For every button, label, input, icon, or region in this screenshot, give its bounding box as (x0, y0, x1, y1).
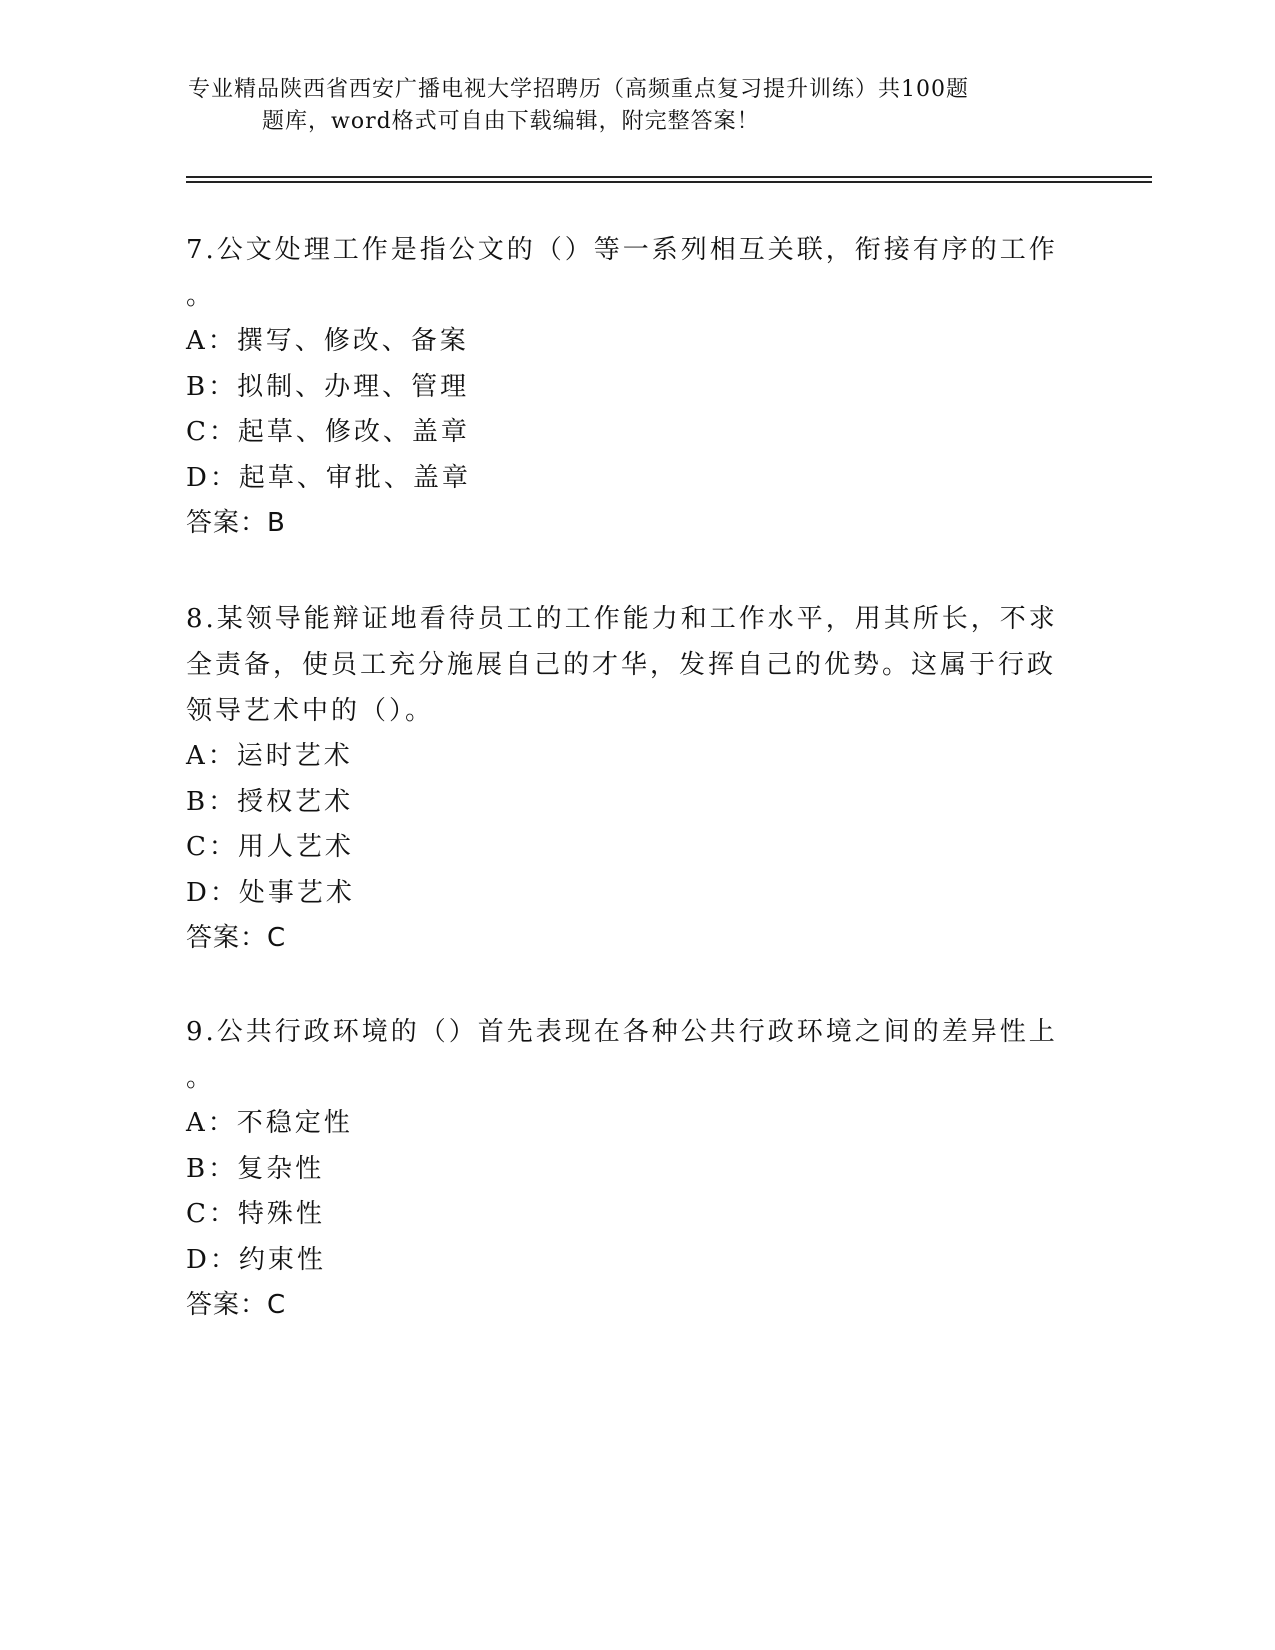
question-text-line: 9.公共行政环境的（）首先表现在各种公共行政环境之间的差异性上 (186, 1017, 1058, 1047)
option-b: B：授权艺术 (186, 786, 354, 817)
header-line-1: 专业精品陕西省西安广播电视大学招聘历（高频重点复习提升训练）共100题 (188, 77, 969, 102)
header-divider-bottom (186, 181, 1152, 183)
question-text-line: 7.公文处理工作是指公文的（）等一系列相互关联，衔接有序的工作 (186, 235, 1058, 265)
answer: 答案：C (186, 923, 287, 953)
option-c: C：特殊性 (186, 1199, 325, 1229)
option-a: A：不稳定性 (186, 1108, 353, 1138)
question-text-line: 领导艺术中的（）。 (186, 696, 435, 726)
question-text-line: 。 (186, 281, 216, 311)
header-line-2: 题库，word格式可自由下载编辑，附完整答案！ (262, 109, 760, 134)
option-a: A：撰写、修改、备案 (186, 326, 469, 356)
option-b: B：复杂性 (186, 1153, 325, 1184)
header-divider-top (186, 176, 1152, 178)
question-text-line: 8.某领导能辩证地看待员工的工作能力和工作水平，用其所长，不求 (186, 604, 1058, 634)
document-header (188, 74, 1038, 138)
option-b: B：拟制、办理、管理 (186, 371, 470, 402)
answer: 答案：C (186, 1290, 287, 1320)
question-7 (186, 227, 1066, 547)
question-8 (186, 596, 1066, 962)
option-d: D：起草、审批、盖章 (186, 462, 471, 493)
option-d: D：处事艺术 (186, 877, 355, 908)
option-c: C：起草、修改、盖章 (186, 417, 470, 447)
option-a: A：运时艺术 (186, 741, 353, 771)
question-text-line: 全责备，使员工充分施展自己的才华，发挥自己的优势。这属于行政 (186, 650, 1057, 680)
question-9 (186, 1009, 1066, 1329)
option-d: D：约束性 (186, 1244, 326, 1275)
option-c: C：用人艺术 (186, 832, 354, 862)
answer: 答案：B (186, 508, 286, 538)
question-text-line: 。 (186, 1063, 216, 1093)
